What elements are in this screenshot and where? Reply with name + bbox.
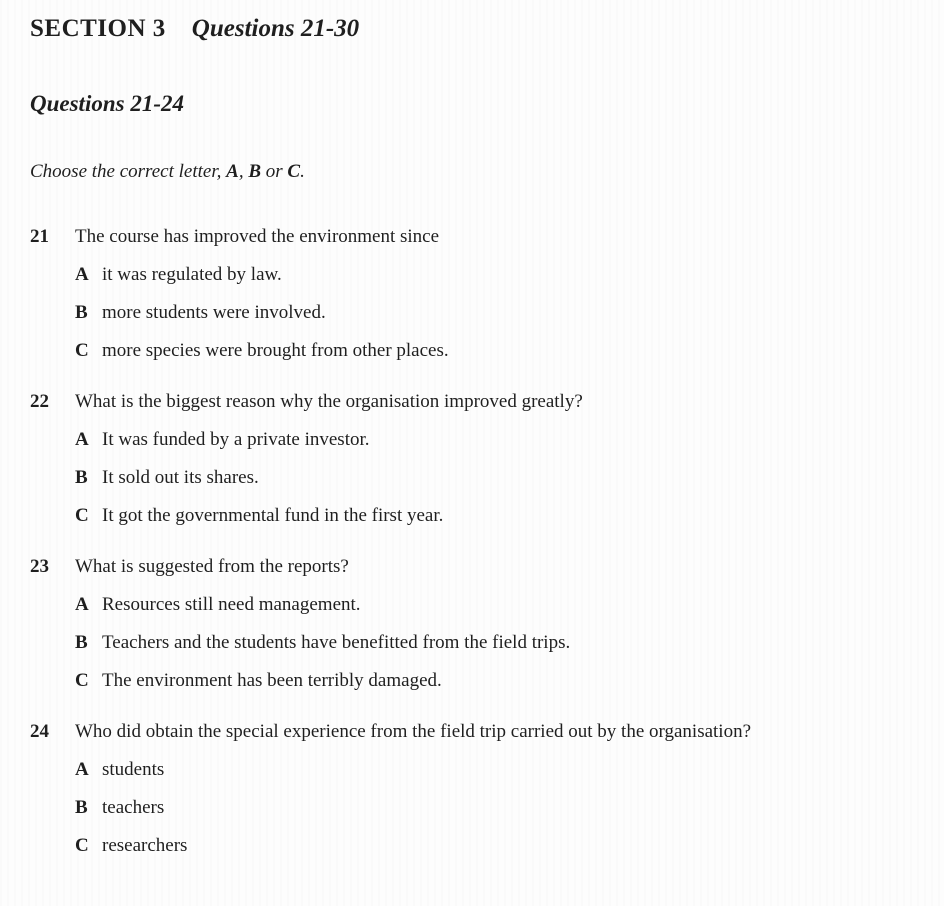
instruction-letter-a: A	[226, 160, 239, 182]
instruction-end: .	[300, 160, 305, 182]
option-letter: C	[75, 670, 89, 692]
option-text: Resources still need management.	[102, 594, 361, 616]
option-text: it was regulated by law.	[102, 264, 282, 286]
instruction-letter-c: C	[287, 160, 301, 182]
question-text: What is suggested from the reports?	[75, 556, 349, 578]
question-body	[75, 390, 910, 528]
instruction-letter-b: B	[248, 160, 261, 182]
question-number: 23	[30, 556, 49, 578]
option-letter: A	[75, 759, 89, 781]
question-21-option-b	[75, 301, 910, 325]
option-text: It sold out its shares.	[102, 467, 259, 489]
option-letter: B	[75, 467, 88, 489]
section-question-range: Questions 21-30	[191, 15, 360, 42]
question-text: What is the biggest reason why the organisation improved greatly?	[75, 391, 583, 413]
option-text: The environment has been terribly damaged.	[102, 670, 442, 692]
question-22-option-a	[75, 428, 910, 452]
instruction-sep-bc: or	[261, 160, 288, 182]
option-text: Teachers and the students have benefitted from the field trips.	[102, 632, 571, 654]
question-24-option-c	[75, 834, 910, 858]
question-24-option-a	[75, 758, 910, 782]
option-text: more species were brought from other places.	[102, 340, 449, 362]
question-number: 24	[30, 721, 49, 743]
option-letter: A	[75, 429, 89, 451]
question-21-option-a	[75, 263, 910, 287]
option-letter: C	[75, 340, 89, 362]
question-number: 22	[30, 391, 49, 413]
option-letter: B	[75, 797, 88, 819]
option-text: researchers	[102, 835, 188, 857]
option-letter: C	[75, 835, 89, 857]
option-text: students	[102, 759, 165, 781]
question-body	[75, 720, 910, 858]
question-24-option-b	[75, 796, 910, 820]
question-body	[75, 225, 910, 363]
option-letter: A	[75, 594, 89, 616]
question-23	[30, 555, 910, 693]
question-23-option-a	[75, 593, 910, 617]
question-21-option-c	[75, 339, 910, 363]
option-text: more students were involved.	[102, 302, 326, 324]
question-22-option-b	[75, 466, 910, 490]
question-22	[30, 390, 910, 528]
instruction-lead: Choose the correct letter,	[30, 160, 227, 182]
question-22-option-c	[75, 504, 910, 528]
question-body	[75, 555, 910, 693]
subsection-heading: Questions 21-24	[30, 91, 184, 116]
question-23-option-c	[75, 669, 910, 693]
question-text: The course has improved the environment since	[75, 226, 440, 248]
question-text: Who did obtain the special experience from the field trip carried out by the organisation?	[75, 721, 752, 743]
option-text: It was funded by a private investor.	[102, 429, 370, 451]
option-letter: B	[75, 632, 88, 654]
option-text: It got the governmental fund in the first year.	[102, 505, 444, 527]
option-text: teachers	[102, 797, 165, 819]
question-23-option-b	[75, 631, 910, 655]
option-letter: A	[75, 264, 89, 286]
option-letter: B	[75, 302, 88, 324]
option-letter: C	[75, 505, 89, 527]
section-heading	[30, 14, 910, 44]
question-24	[30, 720, 910, 858]
instruction-line	[30, 160, 910, 184]
instruction-sep-ab: ,	[238, 160, 249, 182]
question-21	[30, 225, 910, 363]
question-number: 21	[30, 226, 49, 248]
section-title: SECTION 3	[30, 15, 166, 42]
